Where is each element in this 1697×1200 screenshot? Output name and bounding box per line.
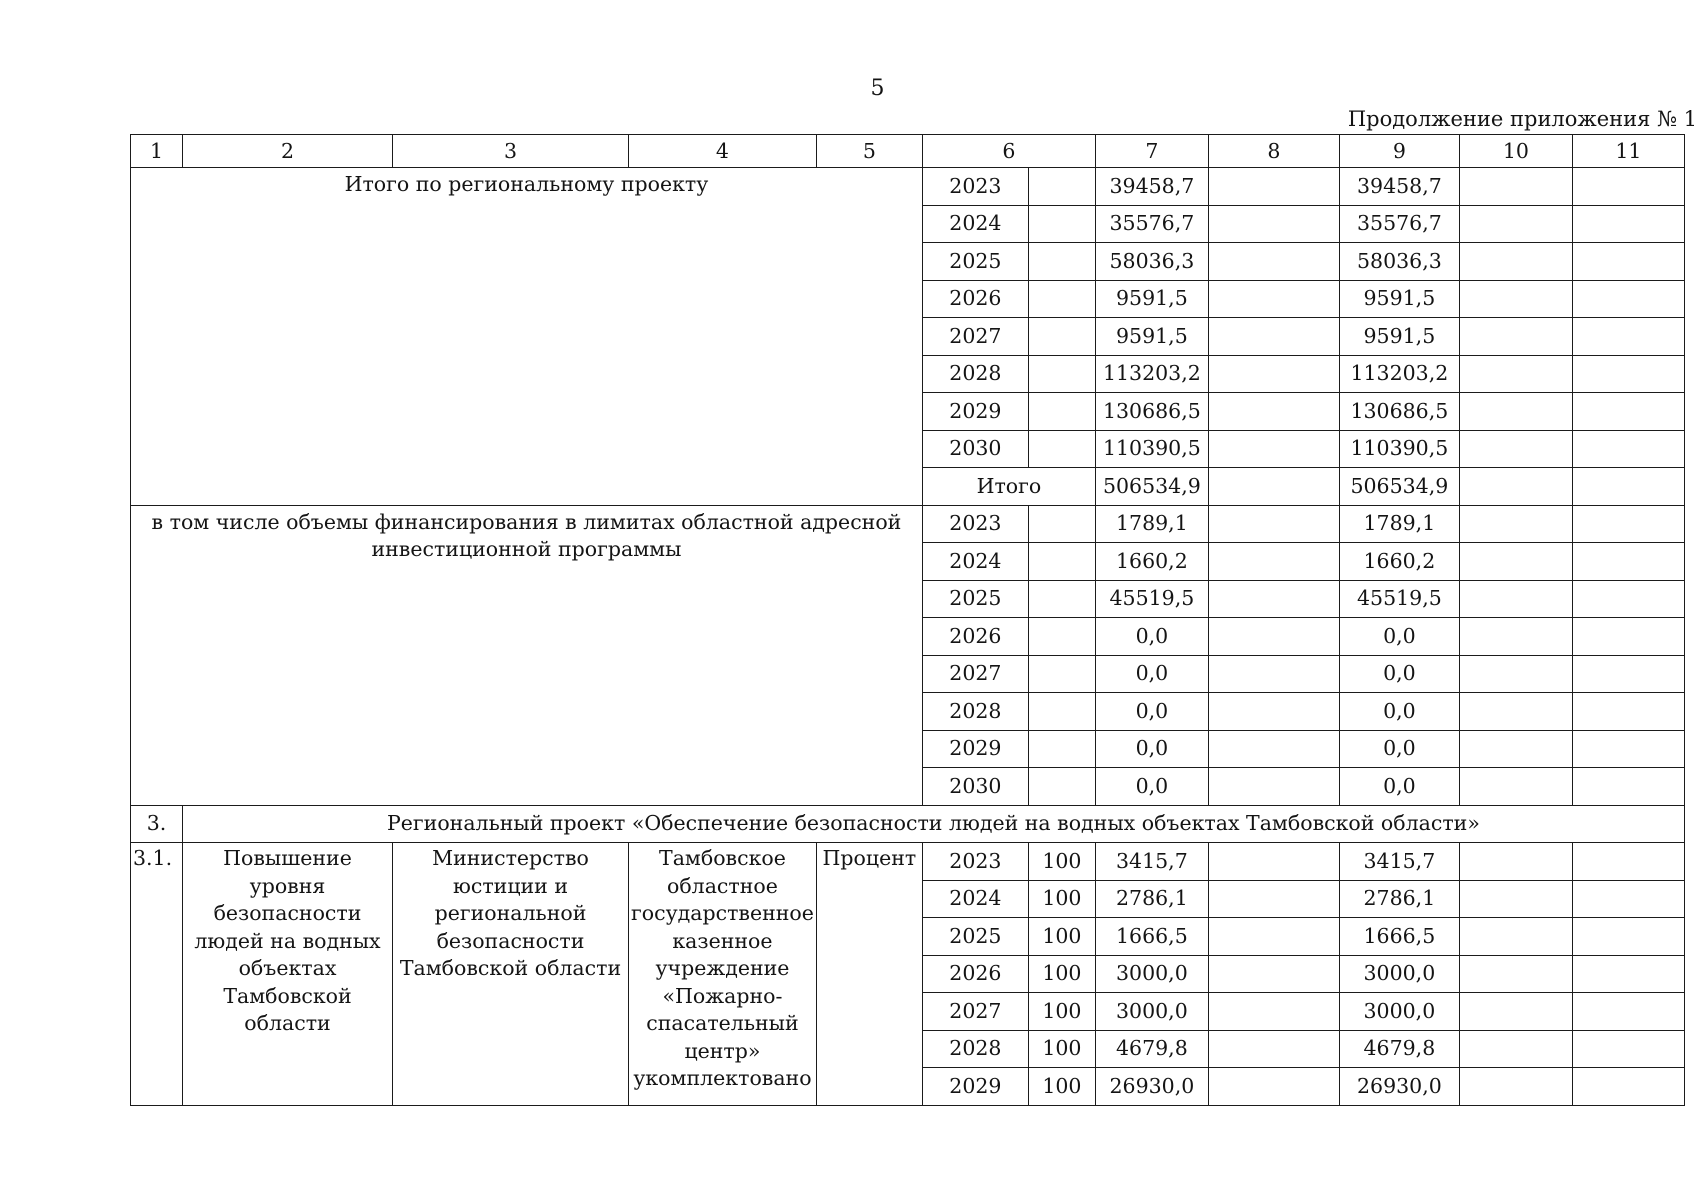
project-row	[131, 805, 1685, 843]
empty-cell	[1208, 918, 1339, 956]
year-cell: 2027	[922, 318, 1028, 356]
empty-cell	[1459, 468, 1572, 506]
value-cell: 0,0	[1095, 618, 1208, 656]
appendix-table	[130, 134, 1685, 1106]
empty-cell	[1572, 1068, 1684, 1106]
item-number: 3.1.	[131, 843, 183, 1106]
empty-cell	[1459, 355, 1572, 393]
value-cell: 0,0	[1339, 618, 1459, 656]
empty-cell	[1572, 168, 1684, 206]
empty-cell	[1572, 730, 1684, 768]
target-cell: 100	[1028, 1068, 1095, 1106]
value-cell: 39458,7	[1095, 168, 1208, 206]
header-cell: 4	[629, 135, 817, 168]
empty-cell	[1459, 393, 1572, 431]
item-row	[131, 843, 1685, 881]
value-cell: 58036,3	[1095, 243, 1208, 281]
value-cell: 0,0	[1339, 655, 1459, 693]
empty-cell	[1459, 168, 1572, 206]
continuation-label: Продолжение приложения № 1	[1347, 107, 1697, 131]
empty-cell	[1028, 430, 1095, 468]
value-cell: 3000,0	[1339, 955, 1459, 993]
value-cell: 26930,0	[1339, 1068, 1459, 1106]
target-cell: 100	[1028, 1030, 1095, 1068]
value-cell: 2786,1	[1339, 880, 1459, 918]
empty-cell	[1028, 580, 1095, 618]
empty-cell	[1459, 430, 1572, 468]
empty-cell	[1208, 618, 1339, 656]
empty-cell	[1572, 468, 1684, 506]
empty-cell	[1459, 505, 1572, 543]
value-cell: 39458,7	[1339, 168, 1459, 206]
year-cell: 2030	[922, 430, 1028, 468]
item-name: Повышение уровня безопасности людей на водных объектах Тамбовской области	[183, 843, 393, 1106]
empty-cell	[1028, 505, 1095, 543]
empty-cell	[1572, 505, 1684, 543]
empty-cell	[1459, 955, 1572, 993]
empty-cell	[1028, 243, 1095, 281]
empty-cell	[1028, 618, 1095, 656]
year-cell: 2028	[922, 693, 1028, 731]
year-cell: 2023	[922, 843, 1028, 881]
header-cell: 9	[1339, 135, 1459, 168]
value-cell: 0,0	[1095, 768, 1208, 806]
value-cell: 4679,8	[1095, 1030, 1208, 1068]
empty-cell	[1208, 1068, 1339, 1106]
empty-cell	[1028, 730, 1095, 768]
header-cell: 6	[922, 135, 1095, 168]
value-cell: 9591,5	[1095, 318, 1208, 356]
empty-cell	[1028, 393, 1095, 431]
value-cell: 35576,7	[1095, 205, 1208, 243]
empty-cell	[1572, 843, 1684, 881]
value-cell: 3000,0	[1339, 993, 1459, 1031]
empty-cell	[1572, 693, 1684, 731]
value-cell: 110390,5	[1095, 430, 1208, 468]
year-cell: 2029	[922, 393, 1028, 431]
year-cell: 2025	[922, 243, 1028, 281]
value-cell: 0,0	[1339, 730, 1459, 768]
empty-cell	[1459, 318, 1572, 356]
header-cell: 1	[131, 135, 183, 168]
invest-row	[131, 505, 1685, 543]
year-cell: 2024	[922, 205, 1028, 243]
total-row	[131, 168, 1685, 206]
empty-cell	[1208, 1030, 1339, 1068]
header-cell: 7	[1095, 135, 1208, 168]
year-cell: 2027	[922, 655, 1028, 693]
header-cell: 3	[393, 135, 629, 168]
year-cell: 2028	[922, 355, 1028, 393]
value-cell: 0,0	[1339, 693, 1459, 731]
year-cell: 2024	[922, 880, 1028, 918]
empty-cell	[1572, 393, 1684, 431]
value-cell: 58036,3	[1339, 243, 1459, 281]
header-cell: 11	[1572, 135, 1684, 168]
value-cell: 1789,1	[1095, 505, 1208, 543]
empty-cell	[1208, 730, 1339, 768]
year-cell: 2026	[922, 955, 1028, 993]
empty-cell	[1208, 393, 1339, 431]
empty-cell	[1208, 280, 1339, 318]
empty-cell	[1459, 205, 1572, 243]
empty-cell	[1572, 580, 1684, 618]
target-cell: 100	[1028, 880, 1095, 918]
empty-cell	[1572, 280, 1684, 318]
page-number: 5	[870, 76, 885, 101]
value-cell: 9591,5	[1095, 280, 1208, 318]
empty-cell	[1572, 318, 1684, 356]
value-cell: 3000,0	[1095, 993, 1208, 1031]
value-cell: 1666,5	[1095, 918, 1208, 956]
value-cell: 0,0	[1095, 730, 1208, 768]
header-cell: 2	[183, 135, 393, 168]
empty-cell	[1459, 1030, 1572, 1068]
year-cell: 2028	[922, 1030, 1028, 1068]
value-cell: 130686,5	[1095, 393, 1208, 431]
header-cell: 5	[816, 135, 922, 168]
value-cell: 130686,5	[1339, 393, 1459, 431]
value-cell: 506534,9	[1339, 468, 1459, 506]
empty-cell	[1459, 280, 1572, 318]
empty-cell	[1459, 768, 1572, 806]
empty-cell	[1459, 243, 1572, 281]
empty-cell	[1208, 655, 1339, 693]
empty-cell	[1459, 693, 1572, 731]
empty-cell	[1572, 993, 1684, 1031]
year-cell: 2029	[922, 1068, 1028, 1106]
year-cell: 2029	[922, 730, 1028, 768]
item-indicator: Тамбовское областное государственное казенное учреждение «Пожарно-спасательный центр» укомплектовано	[629, 843, 817, 1106]
empty-cell	[1028, 355, 1095, 393]
value-cell: 3415,7	[1339, 843, 1459, 881]
item-responsible: Министерство юстиции и региональной безопасности Тамбовской области	[393, 843, 629, 1106]
empty-cell	[1572, 205, 1684, 243]
target-cell: 100	[1028, 918, 1095, 956]
value-cell: 506534,9	[1095, 468, 1208, 506]
empty-cell	[1028, 168, 1095, 206]
empty-cell	[1028, 543, 1095, 581]
empty-cell	[1459, 655, 1572, 693]
value-cell: 0,0	[1095, 655, 1208, 693]
value-cell: 1666,5	[1339, 918, 1459, 956]
empty-cell	[1572, 955, 1684, 993]
value-cell: 9591,5	[1339, 318, 1459, 356]
empty-cell	[1459, 843, 1572, 881]
year-cell: 2023	[922, 168, 1028, 206]
value-cell: 45519,5	[1339, 580, 1459, 618]
empty-cell	[1028, 280, 1095, 318]
empty-cell	[1208, 243, 1339, 281]
target-cell: 100	[1028, 843, 1095, 881]
value-cell: 45519,5	[1095, 580, 1208, 618]
value-cell: 35576,7	[1339, 205, 1459, 243]
empty-cell	[1572, 768, 1684, 806]
year-cell: 2030	[922, 768, 1028, 806]
value-cell: 3000,0	[1095, 955, 1208, 993]
empty-cell	[1208, 205, 1339, 243]
empty-cell	[1572, 618, 1684, 656]
header-cell: 10	[1459, 135, 1572, 168]
empty-cell	[1028, 205, 1095, 243]
invest-label: в том числе объемы финансирования в лимитах областной адресной инвестиционной программы	[131, 505, 923, 805]
empty-cell	[1459, 993, 1572, 1031]
header-row	[131, 135, 1685, 168]
empty-cell	[1572, 880, 1684, 918]
empty-cell	[1459, 580, 1572, 618]
year-cell: 2027	[922, 993, 1028, 1031]
empty-cell	[1208, 993, 1339, 1031]
year-cell: 2025	[922, 580, 1028, 618]
empty-cell	[1459, 618, 1572, 656]
empty-cell	[1208, 880, 1339, 918]
value-cell: 113203,2	[1095, 355, 1208, 393]
empty-cell	[1028, 768, 1095, 806]
empty-cell	[1208, 955, 1339, 993]
empty-cell	[1459, 543, 1572, 581]
empty-cell	[1572, 430, 1684, 468]
empty-cell	[1459, 730, 1572, 768]
year-cell: 2023	[922, 505, 1028, 543]
empty-cell	[1208, 355, 1339, 393]
value-cell: 0,0	[1095, 693, 1208, 731]
empty-cell	[1208, 430, 1339, 468]
project-title: Региональный проект «Обеспечение безопасности людей на водных объектах Тамбовской области»	[183, 805, 1685, 843]
target-cell: 100	[1028, 955, 1095, 993]
value-cell: 4679,8	[1339, 1030, 1459, 1068]
empty-cell	[1208, 768, 1339, 806]
empty-cell	[1459, 1068, 1572, 1106]
empty-cell	[1208, 318, 1339, 356]
year-cell: 2024	[922, 543, 1028, 581]
value-cell: 2786,1	[1095, 880, 1208, 918]
empty-cell	[1208, 693, 1339, 731]
value-cell: 0,0	[1339, 768, 1459, 806]
header-cell: 8	[1208, 135, 1339, 168]
empty-cell	[1572, 918, 1684, 956]
empty-cell	[1572, 1030, 1684, 1068]
value-cell: 1660,2	[1339, 543, 1459, 581]
empty-cell	[1208, 468, 1339, 506]
value-cell: 110390,5	[1339, 430, 1459, 468]
empty-cell	[1028, 318, 1095, 356]
empty-cell	[1028, 693, 1095, 731]
empty-cell	[1208, 543, 1339, 581]
empty-cell	[1459, 880, 1572, 918]
value-cell: 3415,7	[1095, 843, 1208, 881]
empty-cell	[1208, 168, 1339, 206]
value-cell: 1789,1	[1339, 505, 1459, 543]
empty-cell	[1208, 580, 1339, 618]
year-cell: 2025	[922, 918, 1028, 956]
year-cell: 2026	[922, 280, 1028, 318]
empty-cell	[1459, 918, 1572, 956]
value-cell: 26930,0	[1095, 1068, 1208, 1106]
item-unit: Процент	[816, 843, 922, 1106]
value-cell: 9591,5	[1339, 280, 1459, 318]
empty-cell	[1572, 543, 1684, 581]
total-label: Итого по региональному проекту	[131, 168, 923, 506]
empty-cell	[1028, 655, 1095, 693]
target-cell: 100	[1028, 993, 1095, 1031]
total-label: Итого	[922, 468, 1095, 506]
empty-cell	[1208, 505, 1339, 543]
value-cell: 1660,2	[1095, 543, 1208, 581]
empty-cell	[1572, 355, 1684, 393]
empty-cell	[1572, 655, 1684, 693]
year-cell: 2026	[922, 618, 1028, 656]
value-cell: 113203,2	[1339, 355, 1459, 393]
empty-cell	[1572, 243, 1684, 281]
empty-cell	[1208, 843, 1339, 881]
project-number: 3.	[131, 805, 183, 843]
